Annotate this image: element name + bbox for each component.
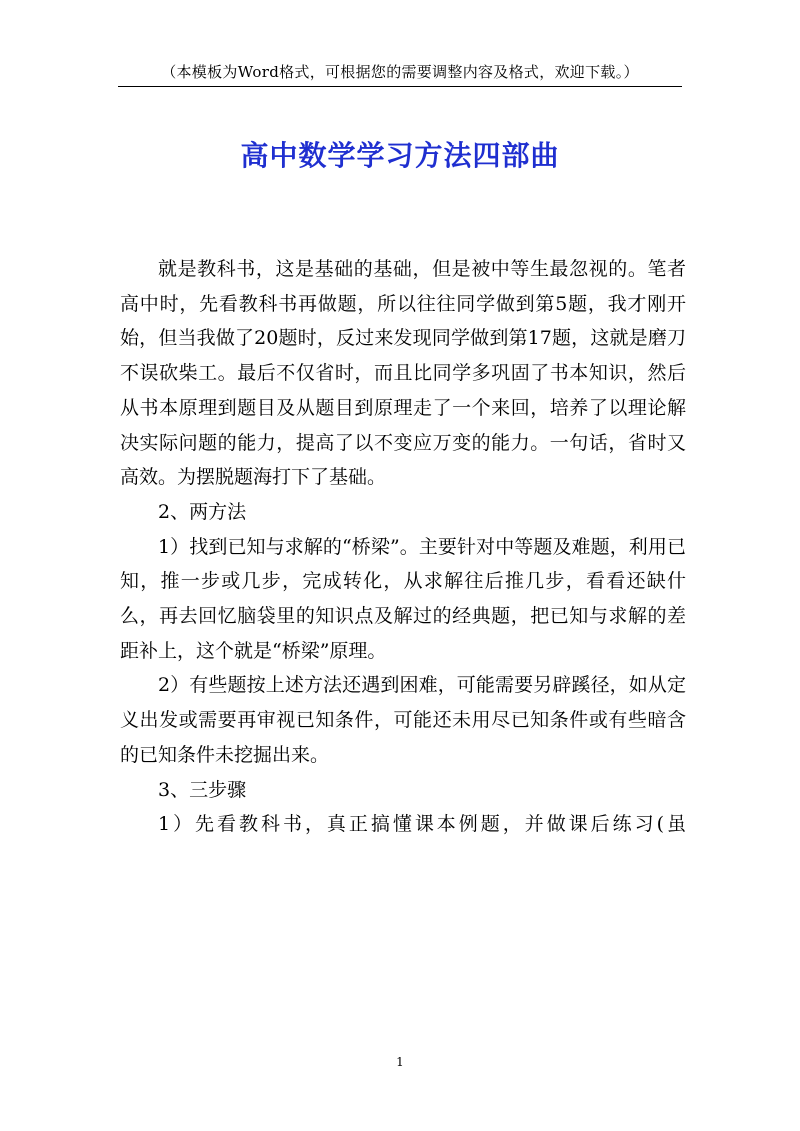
page-header-note: （本模板为Word格式，可根据您的需要调整内容及格式，欢迎下载。） <box>161 63 639 81</box>
paragraph-method-bridge: 1）找到已知与求解的“桥梁”。主要针对中等题及难题，利用已知，推一步或几步，完成转化，从求解往后推几步，看看还缺什么，再去回忆脑袋里的知识点及解过的经典题，把已知与求解的差距补上，这个就是“桥梁”原理。 <box>120 535 686 662</box>
page-number: 1 <box>396 1055 404 1069</box>
document-body <box>120 252 686 842</box>
header-divider <box>118 86 682 87</box>
paragraph-textbook: 就是教科书，这是基础的基础，但是被中等生最忽视的。笔者高中时，先看教科书再做题，所以往往同学做到第5题，我才刚开始，但当我做了20题时，反过来发现同学做到第17题，这就是磨刀不误砍柴工。最后不仅省时，而且比同学多巩固了书本知识，然后从书本原理到题目及从题目到原理走了一个来回，培养了以理论解决实际问题的能力，提高了以不变应万变的能力。一句话，省时又高效。为摆脱题海打下了基础。 <box>120 258 686 489</box>
document-title: 高中数学学习方法四部曲 <box>240 139 560 172</box>
paragraph-step-one: 1）先看教科书，真正搞懂课本例题，并做课后练习(虽 <box>158 813 686 836</box>
paragraph-method-alternative: 2）有些题按上述方法还遇到困难，可能需要另辟蹊径，如从定义出发或需要再审视已知条件，可能还未用尽已知条件或有些暗含的已知条件未挖掘出来。 <box>120 674 686 766</box>
section-heading-two-methods: 2、两方法 <box>158 500 247 523</box>
section-heading-three-steps: 3、三步骤 <box>158 778 247 801</box>
